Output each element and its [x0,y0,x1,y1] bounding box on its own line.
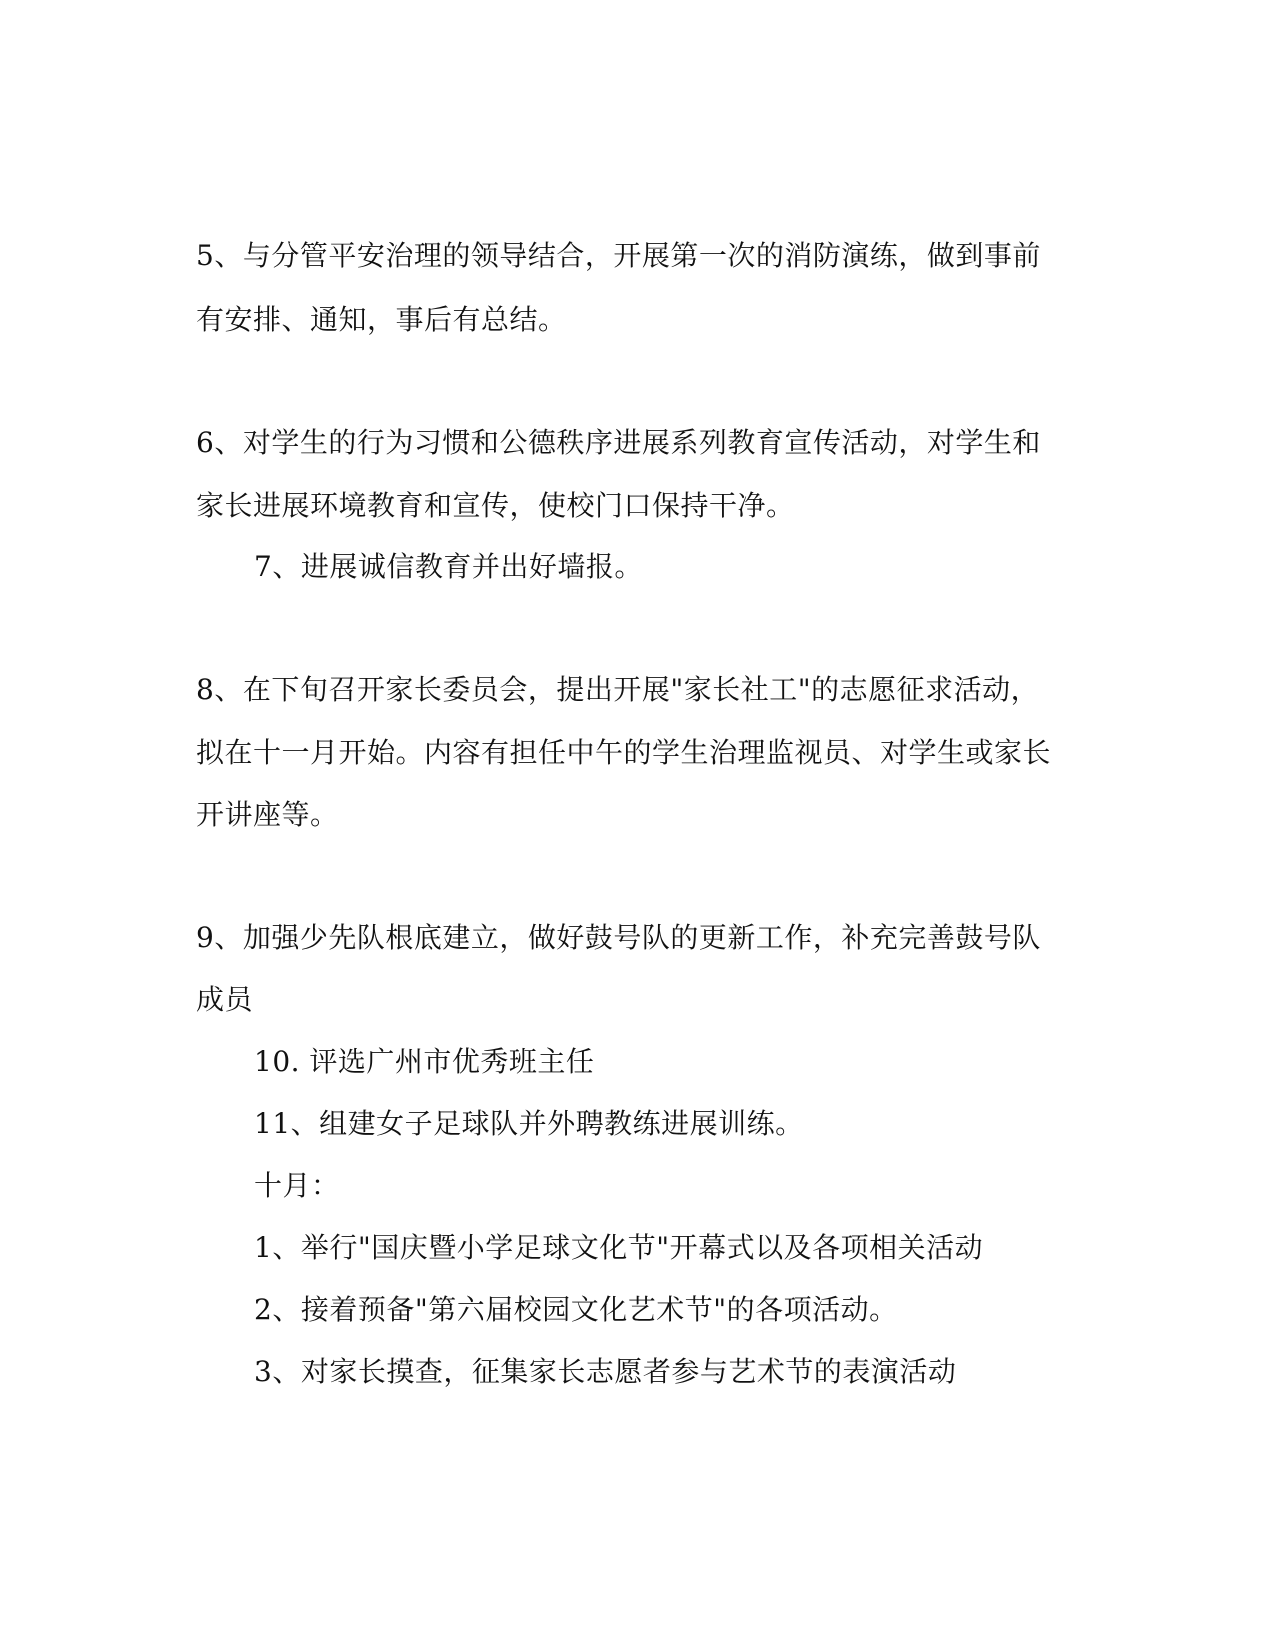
item-8-line-1: 8、在下旬召开家长委员会，提出开展"家长社工"的志愿征求活动， [196,673,1040,706]
item-6-line-2: 家长进展环境教育和宣传，使校门口保持干净。 [196,489,795,522]
october-item-1: 1、举行"国庆暨小学足球文化节"开幕式以及各项相关活动 [254,1231,984,1264]
item-5-line-2: 有安排、通知，事后有总结。 [196,303,567,336]
october-item-3: 3、对家长摸查，征集家长志愿者参与艺术节的表演活动 [254,1355,957,1388]
item-11: 11、组建女子足球队并外聘教练进展训练。 [254,1107,804,1140]
item-6-line-1: 6、对学生的行为习惯和公德秩序进展系列教育宣传活动，对学生和 [196,426,1041,459]
section-heading-october: 十月： [254,1169,340,1202]
item-10: 10. 评选广州市优秀班主任 [254,1045,595,1078]
item-8-line-3: 开讲座等。 [196,798,339,831]
october-item-2: 2、接着预备"第六届校园文化艺术节"的各项活动。 [254,1293,898,1326]
item-9-line-1: 9、加强少先队根底建立，做好鼓号队的更新工作，补充完善鼓号队 [196,921,1041,954]
item-7: 7、进展诚信教育并出好墙报。 [254,550,643,583]
item-8-line-2: 拟在十一月开始。内容有担任中午的学生治理监视员、对学生或家长 [196,736,1052,769]
item-5-line-1: 5、与分管平安治理的领导结合，开展第一次的消防演练，做到事前 [196,239,1041,272]
item-9-line-2: 成员 [196,983,254,1016]
